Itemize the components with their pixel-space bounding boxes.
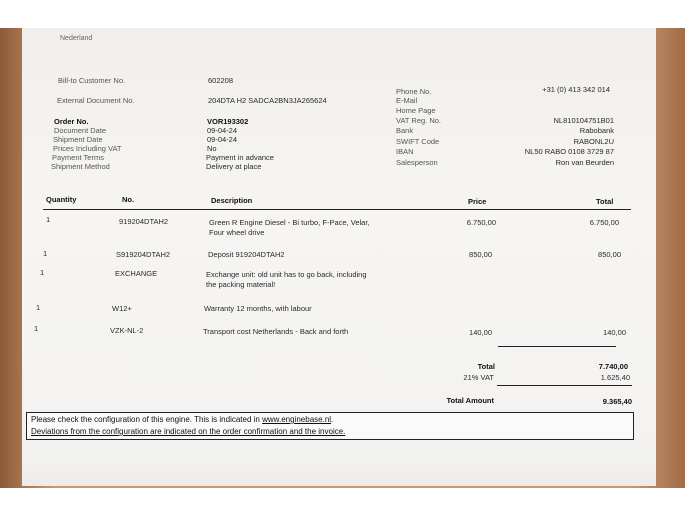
table-row-1-total: 6.750,00: [589, 218, 619, 227]
table-row-5-qty: 1: [34, 324, 39, 333]
table-row-1-no: 919204DTAH2: [119, 217, 169, 226]
pay-terms-value: Payment in advance: [206, 153, 274, 162]
ext-doc-value: 204DTA H2 SADCA2BN3JA265624: [208, 96, 327, 105]
total-label: Total: [477, 362, 495, 371]
prices-vat-value: No: [207, 144, 217, 153]
col-header-quantity: Quantity: [46, 195, 77, 204]
table-row-2-price: 850,00: [469, 250, 492, 259]
vat-line-label: 21% VAT: [463, 373, 494, 382]
swift-value: RABONL2U: [573, 137, 614, 146]
header-rule: [43, 209, 631, 210]
email-label: E-Mail: [396, 96, 418, 105]
table-row-5-no: VZK-NL-2: [110, 326, 144, 335]
swift-label: SWIFT Code: [396, 137, 440, 146]
vat-line-value: 1.625,40: [600, 373, 630, 382]
page-bottom-shade: [22, 458, 656, 486]
table-row-5-price: 140,00: [469, 328, 492, 337]
iban-value: NL50 RABO 0108 3729 87: [524, 147, 614, 156]
grand-total-rule: [497, 385, 632, 386]
table-row-4-no: W12+: [112, 304, 132, 313]
col-header-no: No.: [122, 195, 135, 204]
table-row-3-desc: Exchange unit: old unit has to go back, including: [206, 270, 367, 279]
col-header-description: Description: [211, 196, 253, 205]
vat-value: NL810104751B01: [553, 116, 614, 125]
iban-label: IBAN: [396, 147, 414, 156]
table-row-2-desc: Deposit 919204DTAH2: [208, 250, 285, 259]
salesperson-label: Salesperson: [396, 158, 438, 167]
prices-vat-label: Prices Including VAT: [53, 144, 122, 153]
bill-to-value: 602208: [208, 76, 234, 85]
bill-to-label: Bill-to Customer No.: [58, 76, 126, 85]
ext-doc-label: External Document No.: [57, 96, 135, 105]
notice-line-1-text: Please check the configuration of this engine. This is indicated in: [31, 415, 263, 424]
ship-method-label: Shipment Method: [51, 162, 110, 171]
ship-method-value: Delivery at place: [206, 162, 262, 171]
table-row-3-qty: 1: [40, 268, 45, 277]
doc-date-value: 09-04-24: [207, 126, 238, 135]
pay-terms-label: Payment Terms: [52, 153, 104, 162]
table-row-2-qty: 1: [43, 249, 48, 258]
bank-value: Rabobank: [579, 126, 614, 135]
table-row-3-no: EXCHANGE: [115, 269, 158, 278]
table-row-5-total: 140,00: [603, 328, 626, 337]
table-row-5-desc: Transport cost Netherlands - Back and forth: [203, 327, 349, 336]
col-header-total: Total: [596, 197, 614, 206]
notice-line-2: Deviations from the configuration are indicated on the order confirmation and the invoice.: [31, 427, 346, 436]
vat-label: VAT Reg. No.: [396, 116, 442, 125]
table-row-1-price: 6.750,00: [466, 218, 496, 227]
grand-total-label: Total Amount: [446, 396, 494, 405]
salesperson-value: Ron van Beurden: [555, 158, 614, 167]
table-row-1-desc: Green R Engine Diesel - Bi turbo, F-Pace, Velar,: [209, 218, 370, 227]
doc-date-label: Document Date: [54, 126, 107, 135]
phone-value: +31 (0) 413 342 014: [542, 85, 610, 94]
col-header-price: Price: [468, 197, 487, 206]
homepage-label: Home Page: [396, 106, 436, 115]
address-country: Nederland: [60, 35, 93, 42]
ship-date-value: 09-04-24: [207, 135, 238, 144]
table-row-4-qty: 1: [36, 303, 41, 312]
table-row-1-desc-cont: Four wheel drive: [209, 228, 265, 237]
enginebase-link[interactable]: www.enginebase.nl: [262, 415, 332, 424]
notice-line-1: [31, 415, 333, 424]
table-row-4-desc: Warranty 12 months, with labour: [204, 304, 312, 313]
table-row-2-no: S919204DTAH2: [116, 250, 171, 259]
configuration-notice: [26, 412, 634, 440]
table-row-2-total: 850,00: [598, 250, 621, 259]
table-row-1-qty: 1: [46, 215, 51, 224]
bank-label: Bank: [396, 126, 414, 135]
grand-total-value: 9.365,40: [602, 397, 632, 406]
notice-line-1-end: .: [331, 415, 334, 424]
ship-date-label: Shipment Date: [53, 135, 103, 144]
order-no-label: Order No.: [54, 117, 89, 126]
invoice-page: [22, 28, 656, 486]
phone-label: Phone No.: [396, 87, 432, 96]
table-row-3-desc-cont: the packing material!: [206, 280, 276, 289]
total-rule: [498, 346, 616, 347]
total-value: 7.740,00: [598, 362, 628, 371]
order-no-value: VOR193302: [207, 117, 249, 126]
